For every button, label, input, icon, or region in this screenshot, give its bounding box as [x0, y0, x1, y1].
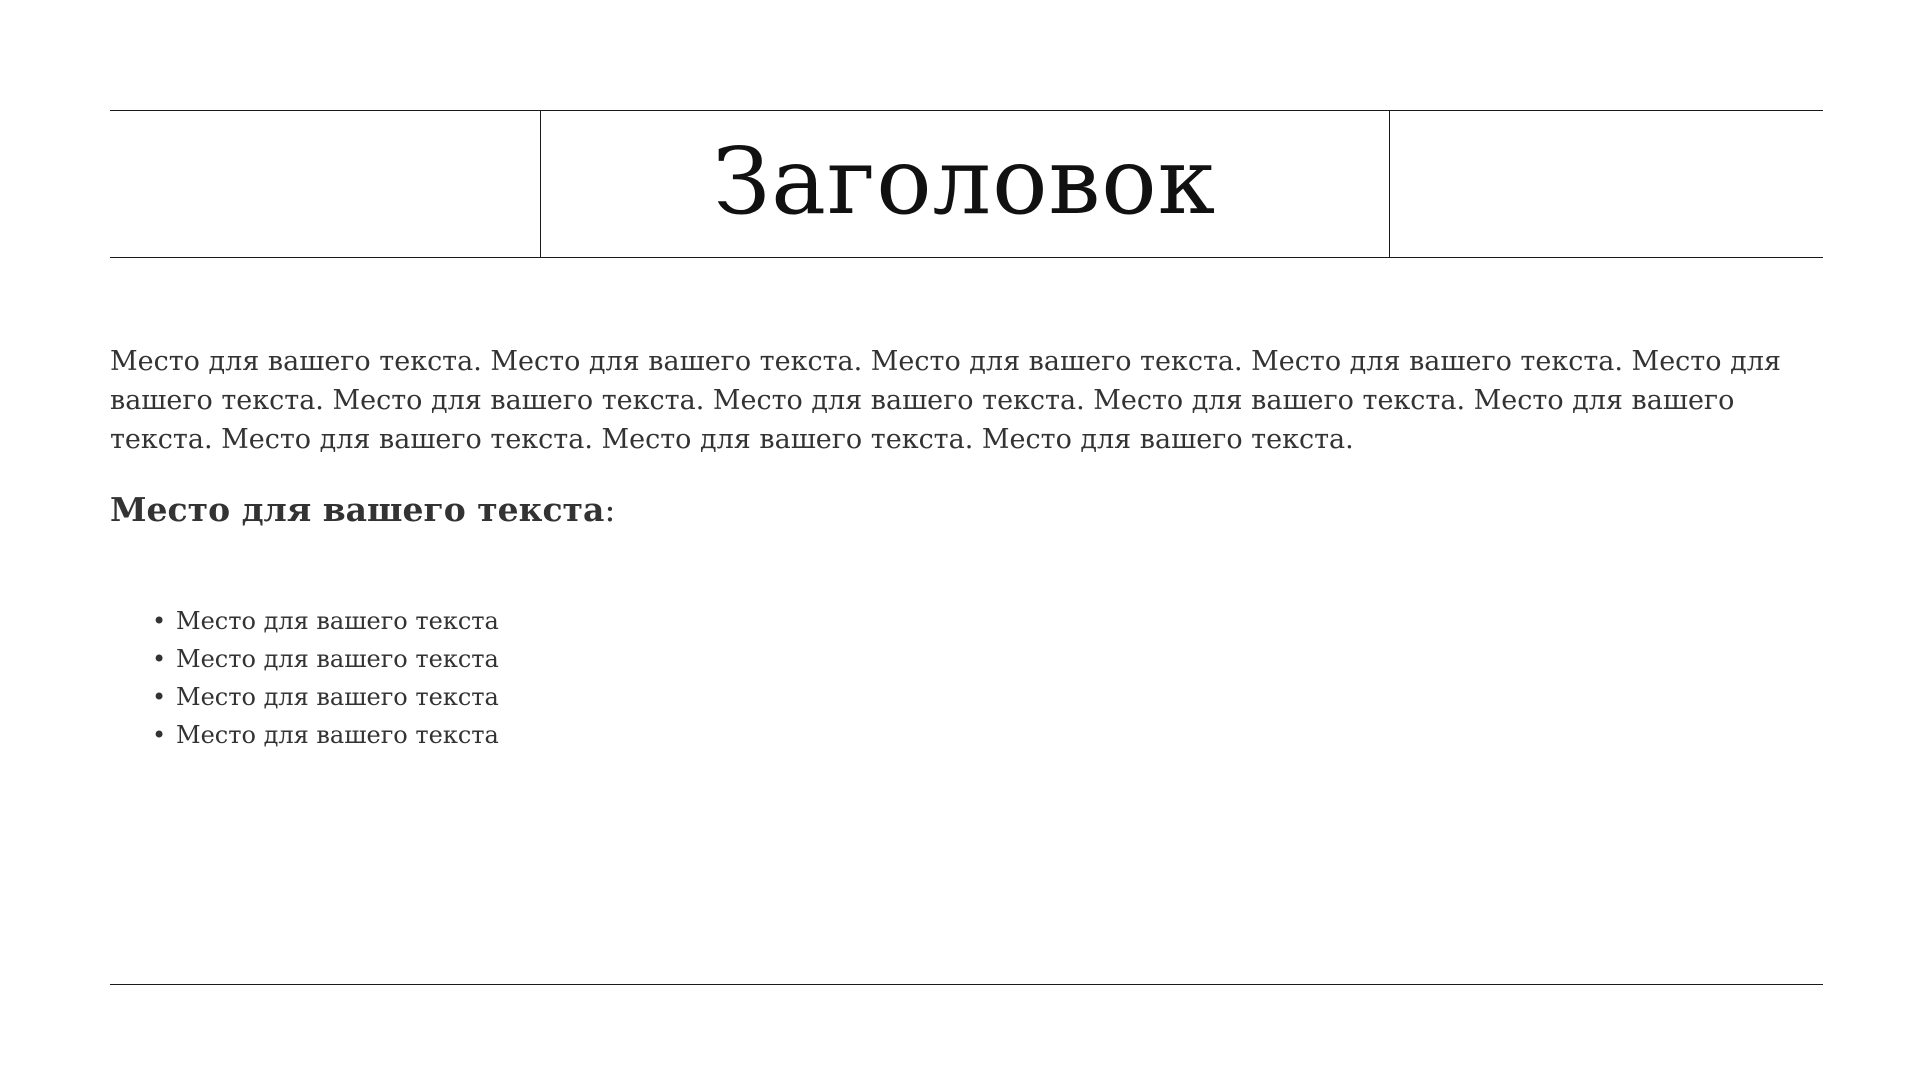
bullet-dot-icon: • — [152, 645, 167, 673]
list-item — [150, 678, 499, 716]
footer-divider — [110, 984, 1823, 985]
list-item-text: Место для вашего текста — [176, 683, 499, 711]
subheading — [110, 488, 616, 532]
subheading-bold-text: Место для вашего текста — [110, 490, 605, 529]
bullet-list — [150, 602, 499, 754]
list-item-text: Место для вашего текста — [176, 607, 499, 635]
title-frame-right-divider — [1389, 111, 1390, 257]
slide-title: Заголовок — [712, 127, 1217, 235]
list-item-text: Место для вашего текста — [176, 645, 499, 673]
list-item — [150, 716, 499, 754]
bullet-dot-icon: • — [152, 721, 167, 749]
bullet-dot-icon: • — [152, 683, 167, 711]
bullet-dot-icon: • — [152, 607, 167, 635]
subheading-colon: : — [604, 490, 616, 529]
list-item-text: Место для вашего текста — [176, 721, 499, 749]
list-item — [150, 602, 499, 640]
body-paragraph: Место для вашего текста. Место для вашего текста. Место для вашего текста. Место для вашего текста. Место для вашего текста. Место для вашего текста. Место для вашего текста. Место для вашего текста. Место для вашего текста. Место для вашего текста. Место для вашего текста. Место для вашего текста. — [110, 346, 1781, 455]
list-item — [150, 640, 499, 678]
title-frame — [110, 110, 1823, 258]
